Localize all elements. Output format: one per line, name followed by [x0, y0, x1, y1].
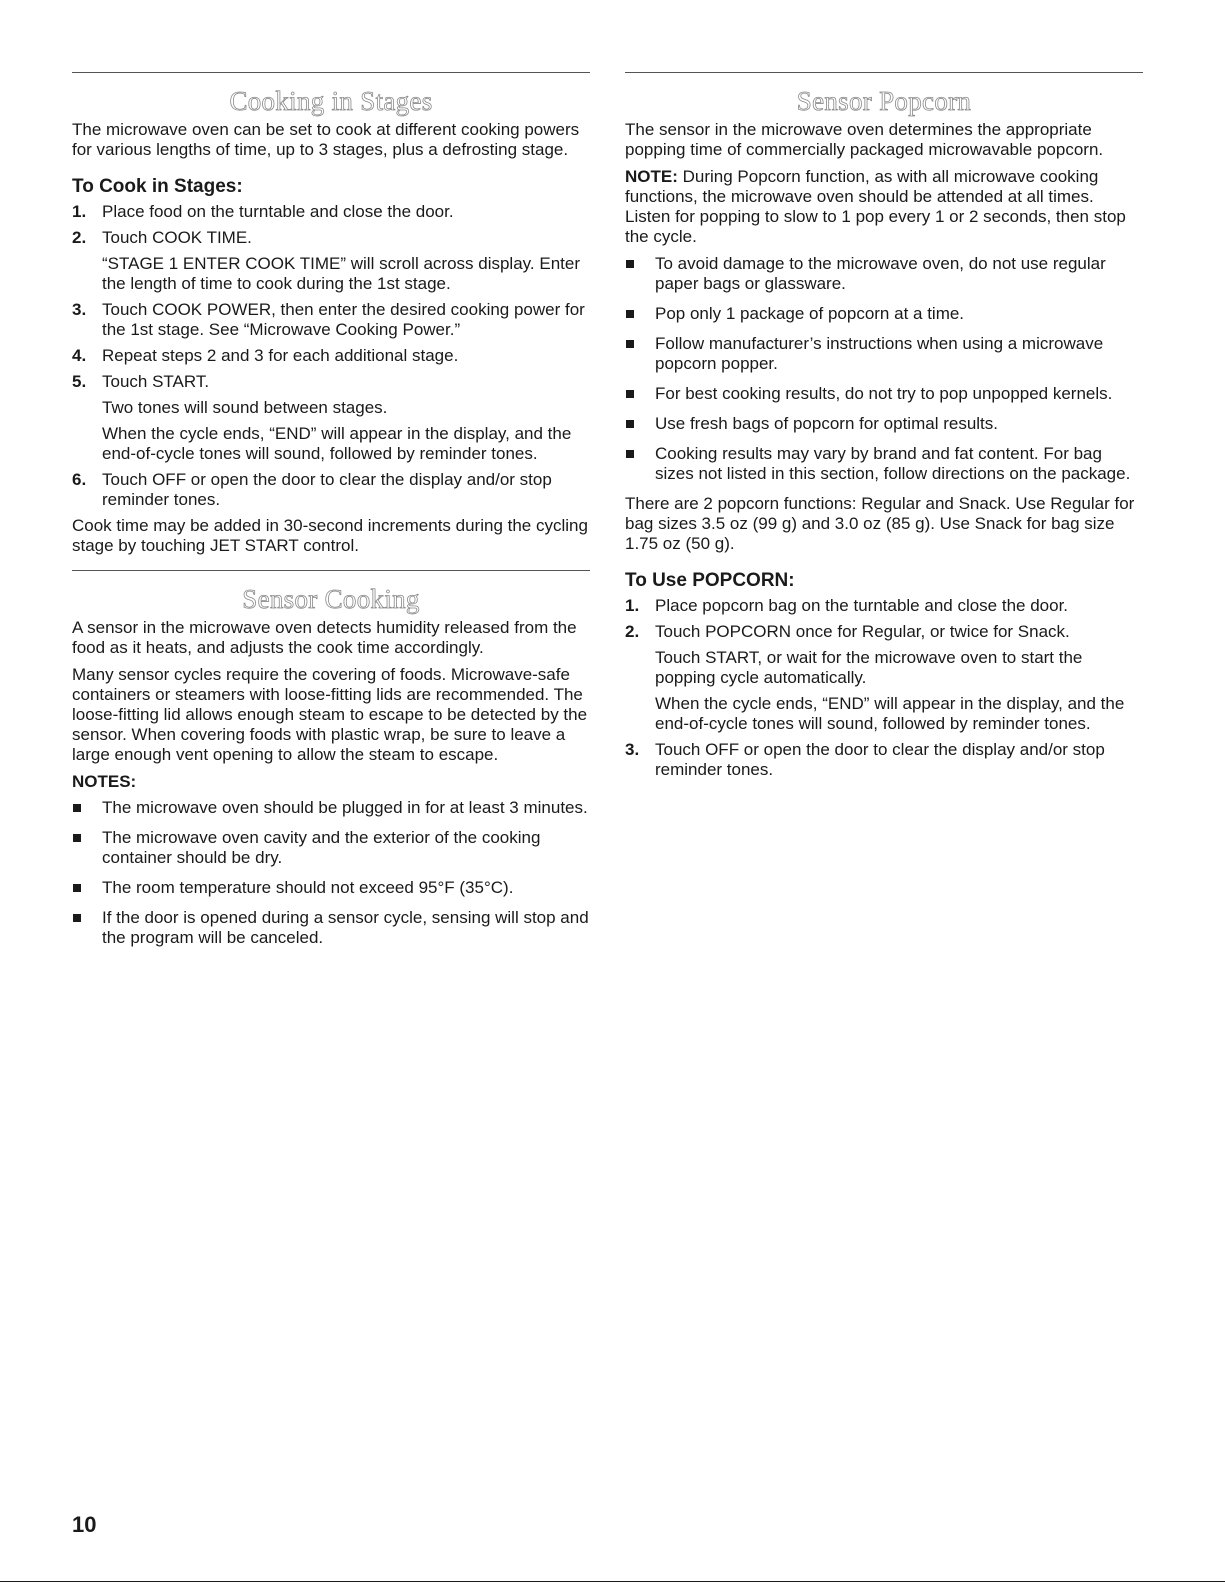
bullet-text: Cooking results may vary by brand and fat content. For bag sizes not listed in this section, follow directions on the package.	[655, 444, 1131, 483]
square-bullet-icon	[73, 834, 81, 842]
step-text: Touch POPCORN once for Regular, or twice for Snack.	[655, 622, 1070, 641]
notes-label: NOTES:	[72, 772, 137, 791]
step-number: 2.	[72, 228, 87, 247]
page-bottom-rule	[0, 1581, 1225, 1582]
step-detail: When the cycle ends, “END” will appear in the display, and the end-of-cycle tones will sound, followed by reminder tones.	[102, 424, 572, 463]
step-item	[72, 300, 590, 340]
list-item	[625, 384, 1143, 404]
list-item	[625, 334, 1143, 374]
bullet-text: For best cooking results, do not try to pop unpopped kernels.	[655, 384, 1113, 403]
sensor-cooking-para-2: Many sensor cycles require the covering of foods. Microwave-safe containers or steamers with loose-fitting lids are recommended. The loose-fitting lid allows enough steam to escape to be detected by the sensor. When covering foods with plastic wrap, be sure to leave a large enough vent opening to allow the steam to escape.	[72, 665, 588, 764]
step-detail: Touch START, or wait for the microwave oven to start the popping cycle automatically.	[655, 648, 1083, 687]
to-use-popcorn-heading: To Use POPCORN:	[625, 570, 795, 591]
bullet-text: Use fresh bags of popcorn for optimal results.	[655, 414, 998, 433]
step-item	[625, 740, 1143, 780]
bullet-text: To avoid damage to the microwave oven, do not use regular paper bags or glassware.	[655, 254, 1106, 293]
list-item	[72, 798, 590, 818]
list-item	[72, 908, 590, 948]
to-cook-in-stages-heading: To Cook in Stages:	[72, 176, 243, 197]
right-column	[625, 72, 1143, 786]
section-divider	[625, 72, 1143, 73]
step-number: 4.	[72, 346, 87, 365]
list-item	[625, 414, 1143, 434]
popcorn-bullets	[625, 254, 1143, 484]
list-item	[625, 304, 1143, 324]
square-bullet-icon	[73, 884, 81, 892]
square-bullet-icon	[626, 310, 634, 318]
step-item	[625, 622, 1143, 734]
bullet-text: Follow manufacturer’s instructions when using a microwave popcorn popper.	[655, 334, 1104, 373]
sensor-notes-list	[72, 798, 590, 948]
note-text: The room temperature should not exceed 95°F (35°C).	[102, 878, 514, 897]
step-number: 5.	[72, 372, 87, 391]
step-number: 3.	[72, 300, 87, 319]
list-item	[72, 828, 590, 868]
step-item	[72, 372, 590, 464]
square-bullet-icon	[73, 804, 81, 812]
step-text: Touch OFF or open the door to clear the display and/or stop reminder tones.	[102, 470, 552, 509]
cook-in-stages-steps	[72, 202, 590, 510]
section-divider	[72, 570, 590, 571]
step-item	[72, 202, 590, 222]
popcorn-functions-text: There are 2 popcorn functions: Regular and Snack. Use Regular for bag sizes 3.5 oz (99 g) and 3.0 oz (85 g). Use Snack for bag size 1.75 oz (50 g).	[625, 494, 1135, 553]
step-number: 3.	[625, 740, 640, 759]
sensor-cooking-para-1: A sensor in the microwave oven detects humidity released from the food as it heats, and adjusts the cook time accordingly.	[72, 618, 577, 657]
list-item	[625, 254, 1143, 294]
note-text: The microwave oven cavity and the exterior of the cooking container should be dry.	[102, 828, 541, 867]
step-detail: “STAGE 1 ENTER COOK TIME” will scroll across display. Enter the length of time to cook during the 1st stage.	[102, 254, 580, 293]
section-divider	[72, 72, 590, 73]
page-number: 10	[72, 1512, 97, 1537]
popcorn-note	[625, 167, 1143, 247]
note-text: During Popcorn function, as with all microwave cooking functions, the microwave oven should be attended at all times. Listen for popping to slow to 1 pop every 1 or 2 seconds, then stop the cycle.	[625, 167, 1126, 246]
square-bullet-icon	[626, 390, 634, 398]
step-item	[72, 346, 590, 366]
step-number: 1.	[72, 202, 87, 221]
bullet-text: Pop only 1 package of popcorn at a time.	[655, 304, 965, 323]
step-detail: When the cycle ends, “END” will appear in the display, and the end-of-cycle tones will sound, followed by reminder tones.	[655, 694, 1125, 733]
note-text: The microwave oven should be plugged in for at least 3 minutes.	[102, 798, 588, 817]
square-bullet-icon	[73, 914, 81, 922]
square-bullet-icon	[626, 260, 634, 268]
step-number: 2.	[625, 622, 640, 641]
step-text: Touch OFF or open the door to clear the display and/or stop reminder tones.	[655, 740, 1105, 779]
step-number: 1.	[625, 596, 640, 615]
sensor-popcorn-intro: The sensor in the microwave oven determines the appropriate popping time of commercially packaged microwavable popcorn.	[625, 120, 1104, 159]
note-label: NOTE:	[625, 167, 678, 186]
cooking-in-stages-title: Cooking in Stages	[229, 86, 433, 116]
square-bullet-icon	[626, 450, 634, 458]
left-column	[72, 72, 590, 958]
sensor-cooking-title: Sensor Cooking	[242, 584, 420, 614]
step-detail: Two tones will sound between stages.	[102, 398, 388, 417]
step-number: 6.	[72, 470, 87, 489]
list-item	[625, 444, 1143, 484]
square-bullet-icon	[626, 340, 634, 348]
cooking-in-stages-intro: The microwave oven can be set to cook at different cooking powers for various lengths of time, up to 3 stages, plus a defrosting stage.	[72, 120, 580, 159]
step-item	[625, 596, 1143, 616]
step-text: Touch COOK TIME.	[102, 228, 252, 247]
step-item	[72, 470, 590, 510]
list-item	[72, 878, 590, 898]
sensor-popcorn-title: Sensor Popcorn	[796, 86, 972, 116]
step-text: Place popcorn bag on the turntable and close the door.	[655, 596, 1069, 615]
cooking-in-stages-outro: Cook time may be added in 30-second increments during the cycling stage by touching JET START control.	[72, 516, 588, 555]
note-text: If the door is opened during a sensor cycle, sensing will stop and the program will be canceled.	[102, 908, 589, 947]
step-text: Place food on the turntable and close the door.	[102, 202, 454, 221]
popcorn-steps	[625, 596, 1143, 780]
step-text: Repeat steps 2 and 3 for each additional stage.	[102, 346, 459, 365]
square-bullet-icon	[626, 420, 634, 428]
step-item	[72, 228, 590, 294]
step-text: Touch START.	[102, 372, 210, 391]
step-text: Touch COOK POWER, then enter the desired cooking power for the 1st stage. See “Microwave Cooking Power.”	[102, 300, 585, 339]
